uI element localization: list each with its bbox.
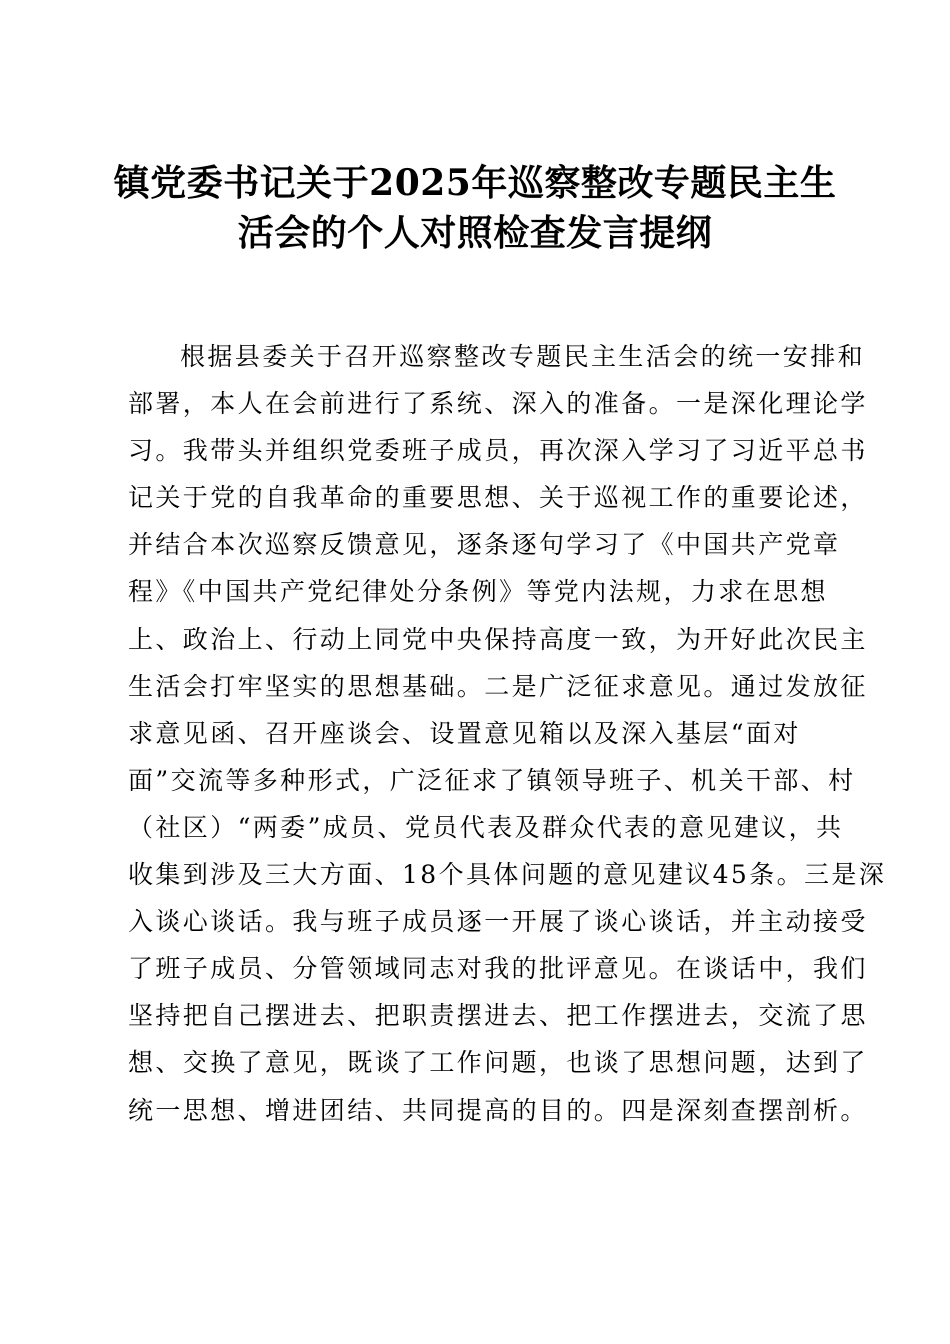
paragraph-line-17: 统一思想、增进团结、共同提高的目的。四是深刻查摆剖析。 (128, 1095, 868, 1125)
paragraph-line-11: （社区）“两委”成员、党员代表及群众代表的意见建议，共 (128, 812, 844, 842)
paragraph-line-8: 生活会打牢坚实的思想基础。二是广泛征求意见。通过发放征 (128, 671, 868, 701)
paragraph-line-2: 部署，本人在会前进行了系统、深入的准备。一是深化理论学 (128, 389, 868, 419)
title-line-1: 镇党委书记关于2025年巡察整改专题民主生 (113, 162, 837, 204)
paragraph-line-6: 程》《中国共产党纪律处分条例》等党内法规，力求在思想 (128, 577, 828, 607)
paragraph-line-3: 习。我带头并组织党委班子成员，再次深入学习了习近平总书 (128, 436, 868, 466)
paragraph-line-4: 记关于党的自我革命的重要思想、关于巡视工作的重要论述， (128, 483, 868, 513)
paragraph-line-15: 坚持把自己摆进去、把职责摆进去、把工作摆进去，交流了思 (128, 1001, 868, 1031)
paragraph-line-5: 并结合本次巡察反馈意见，逐条逐句学习了《中国共产党章 (128, 530, 841, 560)
document-body (128, 333, 887, 1134)
paragraph-line-14: 了班子成员、分管领域同志对我的批评意见。在谈话中，我们 (128, 954, 868, 984)
paragraph-line-13: 入谈心谈话。我与班子成员逐一开展了谈心谈话，并主动接受 (128, 907, 868, 937)
paragraph-line-16: 想、交换了意见，既谈了工作问题，也谈了思想问题，达到了 (128, 1048, 868, 1078)
document-title (110, 158, 840, 258)
paragraph-line-9: 求意见函、召开座谈会、设置意见箱以及深入基层“面对 (128, 718, 801, 748)
paragraph-line-10: 面”交流等多种形式，广泛征求了镇领导班子、机关干部、村 (128, 765, 856, 795)
paragraph-line-12: 收集到涉及三大方面、18个具体问题的意见建议45条。三是深 (128, 860, 887, 890)
paragraph-line-1: 根据县委关于召开巡察整改专题民主生活会的统一安排和 (180, 342, 866, 371)
paragraph-line-7: 上、政治上、行动上同党中央保持高度一致，为开好此次民主 (128, 624, 868, 654)
title-line-2: 活会的个人对照检查发言提纲 (237, 212, 713, 254)
